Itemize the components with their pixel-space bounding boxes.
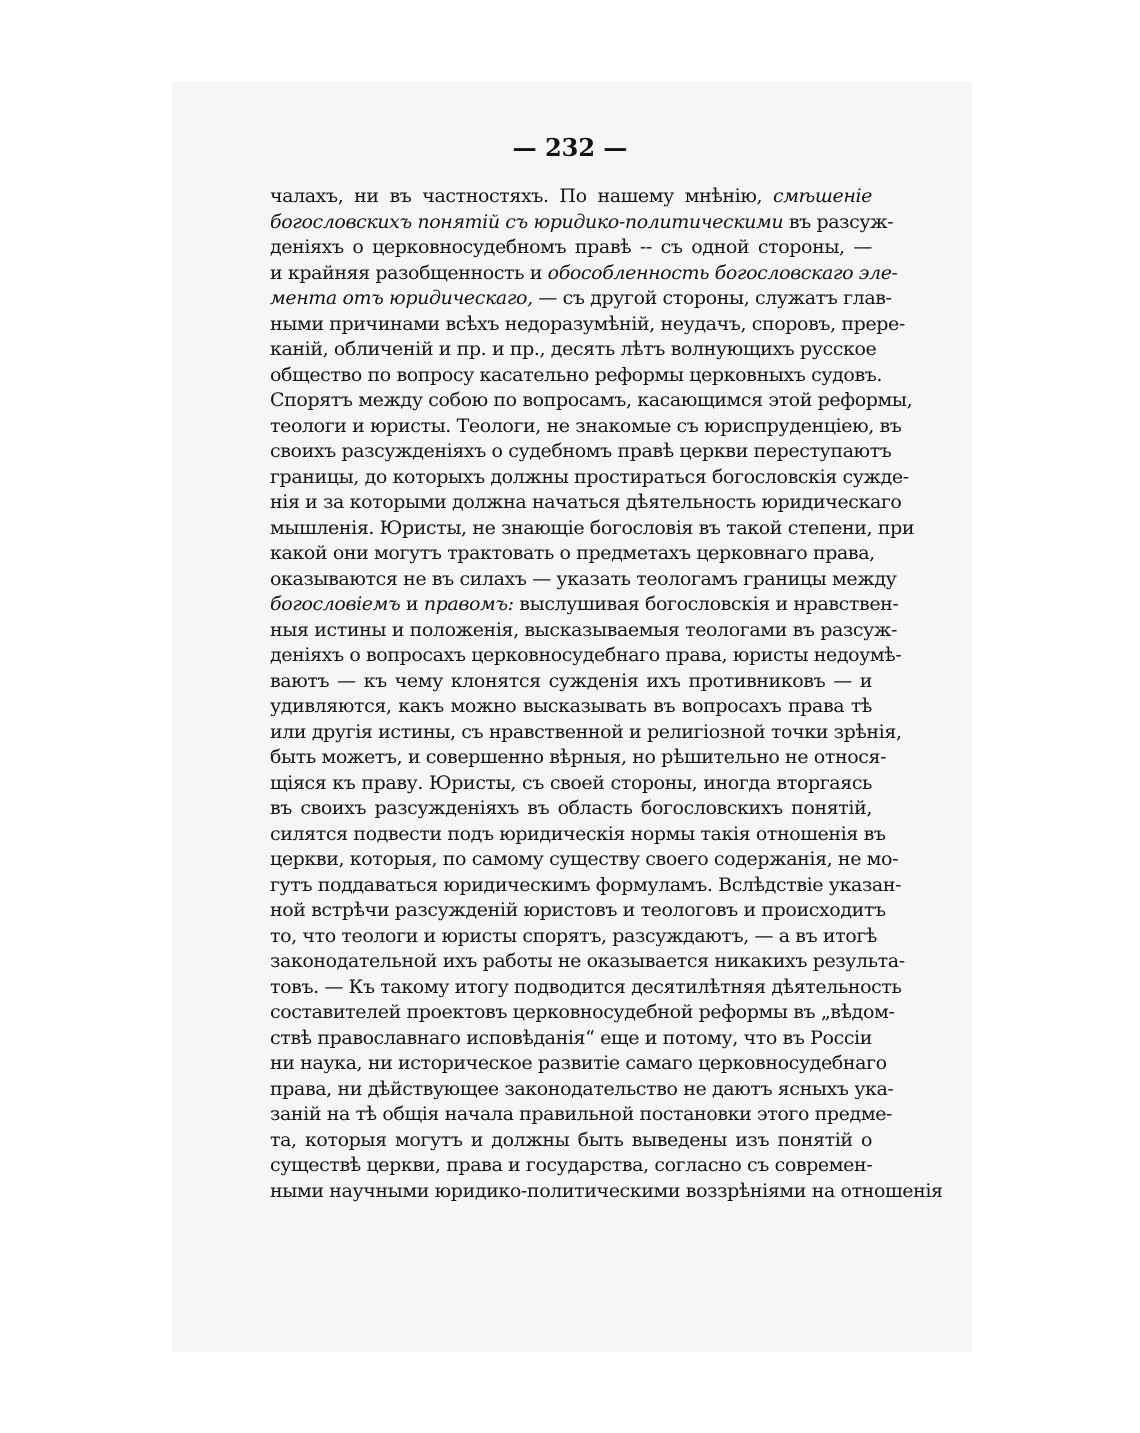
text-run: та, которыя могутъ и должны быть выведены изъ понятій о	[270, 1128, 872, 1151]
text-line	[270, 975, 902, 1001]
text-run: чалахъ, ни въ частностяхъ. По нашему мнѣнію,	[270, 185, 773, 207]
text-run: церкви, которыя, по самому существу своего содержанія, не мо-	[270, 848, 899, 870]
text-line	[270, 439, 892, 465]
text-run: въ разсуж-	[783, 210, 894, 233]
text-line	[270, 643, 902, 669]
text-run: права, ни дѣйствующее законодательство не даютъ ясныхъ ука-	[270, 1077, 894, 1100]
text-run: товъ. — Къ такому итогу подводится десятилѣтняя дѣятельность	[270, 975, 902, 998]
text-run: нія и за которыми должна начаться дѣятельность юридическаго	[270, 491, 902, 513]
text-line	[270, 1051, 887, 1077]
text-run: въ своихъ разсужденіяхъ въ область богословскихъ понятій,	[270, 797, 872, 819]
text-line	[270, 720, 902, 746]
text-line	[270, 1000, 895, 1026]
text-line	[270, 669, 872, 695]
text-run: быть можетъ, и совершенно вѣрныя, но рѣшительно не относя-	[270, 746, 887, 768]
text-line	[270, 235, 872, 261]
text-run: каній, обличеній и пр. и пр., десять лѣтъ волнующихъ русское	[270, 338, 877, 360]
text-run: силятся подвести подъ юридическія нормы такія отношенія въ	[270, 822, 886, 845]
text-run: заній на тѣ общія начала правильной постановки этого предме-	[270, 1103, 893, 1125]
text-line	[270, 210, 894, 236]
text-run: своихъ разсужденіяхъ о судебномъ правѣ церкви переступаютъ	[270, 440, 892, 462]
text-run: и крайняя разобщенность и	[270, 261, 548, 284]
text-run: гутъ поддаваться юридическимъ формуламъ. Вслѣдствіе указан-	[270, 873, 902, 896]
text-line	[270, 516, 915, 542]
text-line	[270, 1077, 894, 1103]
text-line	[270, 847, 899, 873]
text-run: Спорятъ между собою по вопросамъ, касающимся этой реформы,	[270, 389, 913, 411]
text-run: ными научными юридико-политическими воззрѣніями на отношенія	[270, 1179, 943, 1202]
text-line	[270, 337, 877, 363]
text-run: ваютъ — къ чему клонятся сужденія ихъ противниковъ — и	[270, 669, 872, 692]
italic-run: богословскихъ понятій съ юридико-политическими	[270, 210, 784, 233]
text-line	[270, 796, 872, 822]
text-run: или другія истины, съ нравственной и религіозной точки зрѣнія,	[270, 720, 902, 743]
text-run: оказываются не въ силахъ — указать теологамъ границы между	[270, 567, 897, 590]
text-line	[270, 822, 886, 848]
text-line	[270, 184, 872, 210]
text-line	[270, 363, 883, 389]
text-run: щіяся къ праву. Юристы, съ своей стороны, иногда вторгаясь	[270, 771, 872, 794]
body-text	[270, 184, 943, 1204]
text-line	[270, 388, 913, 414]
text-line	[270, 567, 897, 593]
page-number: — 232 —	[512, 133, 628, 162]
text-line	[270, 745, 887, 771]
text-run: существѣ церкви, права и государства, согласно съ современ-	[270, 1154, 873, 1176]
text-run: границы, до которыхъ должны простираться богословскія сужде-	[270, 465, 909, 488]
italic-run: правомъ:	[423, 593, 514, 615]
text-run: ствѣ православнаго исповѣданія“ еще и потому, что въ Россіи	[270, 1026, 872, 1049]
text-run: ныя истины и положенія, высказываемыя теологами въ разсуж-	[270, 618, 897, 641]
italic-run: мента отъ юридическаго,	[270, 287, 533, 309]
italic-run: обособленность богословскаго эле-	[547, 261, 898, 284]
text-line	[270, 1153, 872, 1179]
text-run: удивляются, какъ можно высказывать въ вопросахъ права тѣ	[270, 695, 872, 717]
italic-run: богословіемъ	[270, 593, 401, 615]
text-run: ными причинами всѣхъ недоразумѣній, неудачъ, споровъ, прере-	[270, 312, 905, 335]
text-run: то, что теологи и юристы спорятъ, разсуждаютъ, — а въ итогѣ	[270, 924, 877, 947]
text-line	[270, 592, 899, 618]
text-line	[270, 1102, 893, 1128]
text-line	[270, 618, 897, 644]
text-run: и	[400, 593, 424, 615]
text-run: ни наука, ни историческое развитіе самаго церковносудебнаго	[270, 1052, 887, 1074]
text-line	[270, 898, 886, 924]
text-line	[270, 949, 905, 975]
text-run: — съ другой стороны, служатъ глав-	[532, 287, 892, 309]
text-line	[270, 261, 898, 287]
text-line	[270, 541, 875, 567]
italic-run: смѣшеніе	[772, 185, 872, 207]
text-line	[270, 873, 902, 899]
text-run: какой они могутъ трактовать о предметахъ церковнаго права,	[270, 542, 875, 564]
text-run: теологи и юристы. Теологи, не знакомые съ юриспруденціею, въ	[270, 414, 902, 437]
text-line	[270, 1026, 872, 1052]
text-run: выслушивая богословскія и нравствен-	[513, 593, 899, 615]
text-run: деніяхъ о вопросахъ церковносудебнаго права, юристы недоумѣ-	[270, 644, 902, 666]
text-run: ной встрѣчи разсужденій юристовъ и теологовъ и происходитъ	[270, 899, 886, 921]
text-line	[270, 1179, 943, 1205]
text-line	[270, 312, 905, 338]
text-line	[270, 1128, 872, 1154]
text-line	[270, 414, 902, 440]
text-run: деніяхъ о церковносудебномъ правѣ -- съ одной стороны, —	[270, 236, 872, 258]
text-run: составителей проектовъ церковносудебной реформы въ „вѣдом-	[270, 1001, 895, 1023]
text-line	[270, 771, 872, 797]
text-line	[270, 490, 902, 516]
text-line	[270, 286, 892, 312]
text-line	[270, 694, 872, 720]
text-run: мышленія. Юристы, не знающіе богословія въ такой степени, при	[270, 516, 915, 539]
text-line	[270, 924, 877, 950]
text-run: законодательной ихъ работы не оказывается никакихъ результа-	[270, 950, 905, 972]
text-line	[270, 465, 909, 491]
text-run: общество по вопросу касательно реформы церковныхъ судовъ.	[270, 363, 883, 386]
